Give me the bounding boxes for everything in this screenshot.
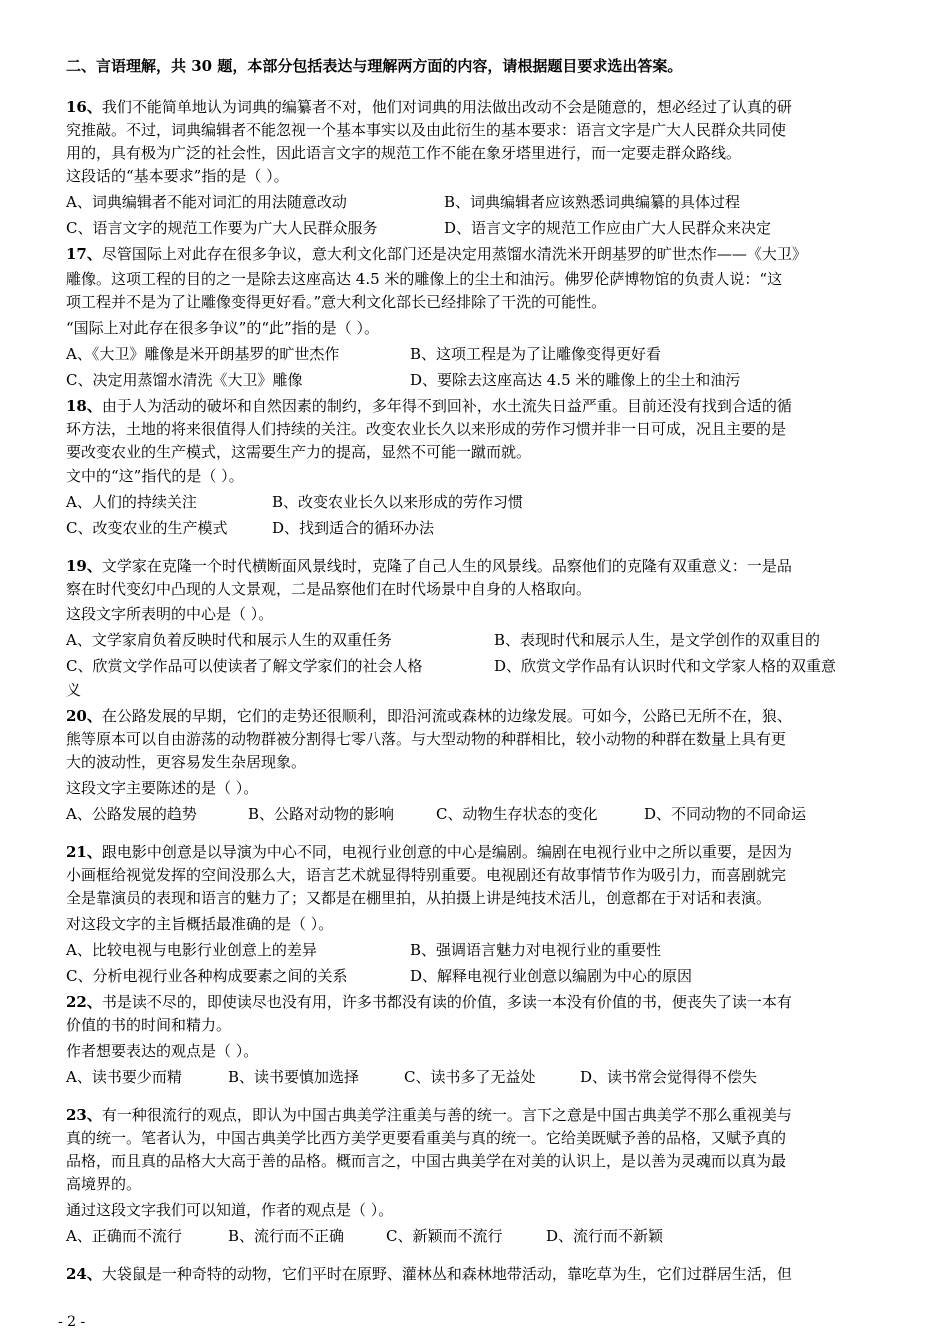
question-22-line-1: 22、书是读不尽的，即使读尽也没有用，许多书都没有读的价值，多读一本没有价值的书，便丧失了读一本有 [66,993,792,1011]
question-18-option-c: C、改变农业的生产模式 [66,519,228,537]
question-19-option-c: C、欣赏文学作品可以使读者了解文学家们的社会人格 [66,657,423,675]
question-21-option-a: A、比较电视与电影行业创意上的差异 [66,941,317,959]
question-18-option-a: A、人们的持续关注 [66,493,197,511]
question-23-option-a: A、正确而不流行 [66,1227,182,1245]
question-23-option-d: D、流行而不新颖 [546,1227,664,1245]
question-16-option-b: B、词典编辑者应该熟悉词典编纂的具体过程 [444,193,741,211]
question-21-option-c: C、分析电视行业各种构成要素之间的关系 [66,967,348,985]
question-number: 20、 [66,707,102,725]
question-24-line-1: 24、大袋鼠是一种奇特的动物，它们平时在原野、灌林丛和森林地带活动，靠吃草为生，它们过群居生活，但 [66,1265,792,1283]
question-number: 19、 [66,557,102,575]
question-23-line-4: 高境界的。 [66,1175,142,1193]
question-21-option-b: B、强调语言魅力对电视行业的重要性 [410,941,662,959]
question-22-option-b: B、读书要慎加选择 [228,1068,360,1086]
question-20-line-1: 20、在公路发展的早期，它们的走势还很顺利，即沿河流或森林的边缘发展。可如今，公路已无所不在，狼、 [66,707,792,725]
question-21-line-2: 小画框给视觉发挥的空间没那么大，语言艺术就显得特别重要。电视剧还有故事情节作为吸引力，而喜剧就完 [66,866,787,884]
question-22-option-c: C、读书多了无益处 [404,1068,536,1086]
question-20-option-c: C、动物生存状态的变化 [436,805,598,823]
question-17-option-c: C、决定用蒸馏水清洗《大卫》雕像 [66,371,303,389]
question-number: 18、 [66,397,102,415]
question-18-option-d: D、找到适合的循环办法 [272,519,435,537]
question-22-option-d: D、读书常会觉得得不偿失 [580,1068,758,1086]
question-21-stem: 对这段文字的主旨概括最准确的是（ ）。 [66,915,334,933]
question-21-line-1: 21、跟电影中创意是以导演为中心不同，电视行业创意的中心是编剧。编剧在电视行业中之所以重要，是因为 [66,843,792,861]
question-16-option-c: C、语言文字的规范工作要为广大人民群众服务 [66,219,378,237]
question-19-option-d-wrap: 义 [66,681,82,699]
question-19-line-2: 察在时代变幻中凸现的人文景观，二是品察他们在时代场景中自身的人格取向。 [66,580,592,598]
question-16-option-d: D、语言文字的规范工作应由广大人民群众来决定 [444,219,772,237]
question-20-option-b: B、公路对动物的影响 [248,805,395,823]
question-22-option-a: A、读书要少而精 [66,1068,182,1086]
section-heading: 二、言语理解，共 30 题，本部分包括表达与理解两方面的内容，请根据题目要求选出答案。 [66,57,683,75]
question-17-stem: “国际上对此存在很多争议”的“此”指的是（ ）。 [66,319,379,337]
question-19-option-a: A、文学家肩负着反映时代和展示人生的双重任务 [66,631,392,649]
question-23-line-2: 真的统一。笔者认为，中国古典美学比西方美学更要看重美与真的统一。它给美既赋予善的品格，又赋予真的 [66,1129,787,1147]
question-17-option-b: B、这项工程是为了让雕像变得更好看 [410,345,662,363]
question-23-option-c: C、新颖而不流行 [386,1227,503,1245]
question-23-option-b: B、流行而不正确 [228,1227,345,1245]
question-16-stem: 这段话的“基本要求”指的是（ ）。 [66,167,289,185]
question-16-line-2: 究推敲。不过，词典编辑者不能忽视一个基本事实以及由此衍生的基本要求：语言文字是广大人民群众共同使 [66,121,787,139]
question-17-line-3: 项工程并不是为了让雕像变得更好看。”意大利文化部长已经排除了干洗的可能性。 [66,293,607,311]
question-18-line-2: 环方法，土地的将来很值得人们持续的关注。改变农业长久以来形成的劳作习惯并非一日可成，况且主要的是 [66,420,787,438]
question-18-stem: 文中的“这”指代的是（ ）。 [66,467,244,485]
question-23-stem: 通过这段文字我们可以知道，作者的观点是（ ）。 [66,1201,394,1219]
question-23-line-3: 品格，而且真的品格大大高于善的品格。概而言之，中国古典美学在对美的认识上，是以善为灵魂而以真为最 [66,1152,787,1170]
question-19-option-d: D、欣赏文学作品有认识时代和文学家人格的双重意 [494,657,837,675]
question-18-line-1: 18、由于人为活动的破坏和自然因素的制约，多年得不到回补，水土流失日益严重。目前还没有找到合适的循 [66,397,792,415]
question-22-stem: 作者想要表达的观点是（ ）。 [66,1042,259,1060]
question-20-line-2: 熊等原本可以自由游荡的动物群被分割得七零八落。与大型动物的种群相比，较小动物的种群在数量上具有更 [66,730,787,748]
question-19-stem: 这段文字所表明的中心是（ ）。 [66,605,274,623]
question-20-option-d: D、不同动物的不同命运 [644,805,807,823]
question-number: 24、 [66,1265,102,1283]
question-20-option-a: A、公路发展的趋势 [66,805,197,823]
question-23-line-1: 23、有一种很流行的观点，即认为中国古典美学注重美与善的统一。言下之意是中国古典美学不那么重视美与 [66,1106,792,1124]
question-17-option-d: D、要除去这座高达 4.5 米的雕像上的尘土和油污 [410,371,741,389]
question-18-line-3: 要改变农业的生产模式，这需要生产力的提高，显然不可能一蹴而就。 [66,443,532,461]
question-17-line-2: 雕像。这项工程的目的之一是除去这座高达 4.5 米的雕像上的尘土和油污。佛罗伦萨博物馆的负责人说：“这 [66,270,783,288]
question-20-line-3: 大的波动性，更容易发生杂居现象。 [66,753,307,771]
question-19-line-1: 19、文学家在克隆一个时代横断面风景线时，克隆了自己人生的风景线。品察他们的克隆有双重意义：一是品 [66,557,792,575]
question-21-line-3: 全是靠演员的表现和语言的魅力了；又都是在棚里拍，从拍摄上讲是纯技术活儿，创意都在于对话和表演。 [66,889,772,907]
question-17-line-1: 17、尽管国际上对此存在很多争议，意大利文化部门还是决定用蒸馏水清洗米开朗基罗的旷世杰作——《大卫》 [66,245,807,263]
question-20-stem: 这段文字主要陈述的是（ ）。 [66,779,259,797]
question-18-option-b: B、改变农业长久以来形成的劳作习惯 [272,493,524,511]
question-22-line-2: 价值的书的时间和精力。 [66,1016,232,1034]
question-16-option-a: A、词典编辑者不能对词汇的用法随意改动 [66,193,347,211]
question-number: 23、 [66,1106,102,1124]
question-19-option-b: B、表现时代和展示人生，是文学创作的双重目的 [494,631,821,649]
question-number: 21、 [66,843,102,861]
question-16-line-1: 16、我们不能简单地认为词典的编纂者不对，他们对词典的用法做出改动不会是随意的，想必经过了认真的研 [66,98,792,116]
question-16-line-3: 用的，具有极为广泛的社会性，因此语言文字的规范工作不能在象牙塔里进行，而一定要走群众路线。 [66,144,742,162]
page-number: - 2 - [58,1314,86,1330]
question-number: 16、 [66,98,102,116]
question-number: 17、 [66,245,102,263]
question-21-option-d: D、解释电视行业创意以编剧为中心的原因 [410,967,693,985]
question-number: 22、 [66,993,102,1011]
question-17-option-a: A、《大卫》雕像是米开朗基罗的旷世杰作 [66,345,340,363]
